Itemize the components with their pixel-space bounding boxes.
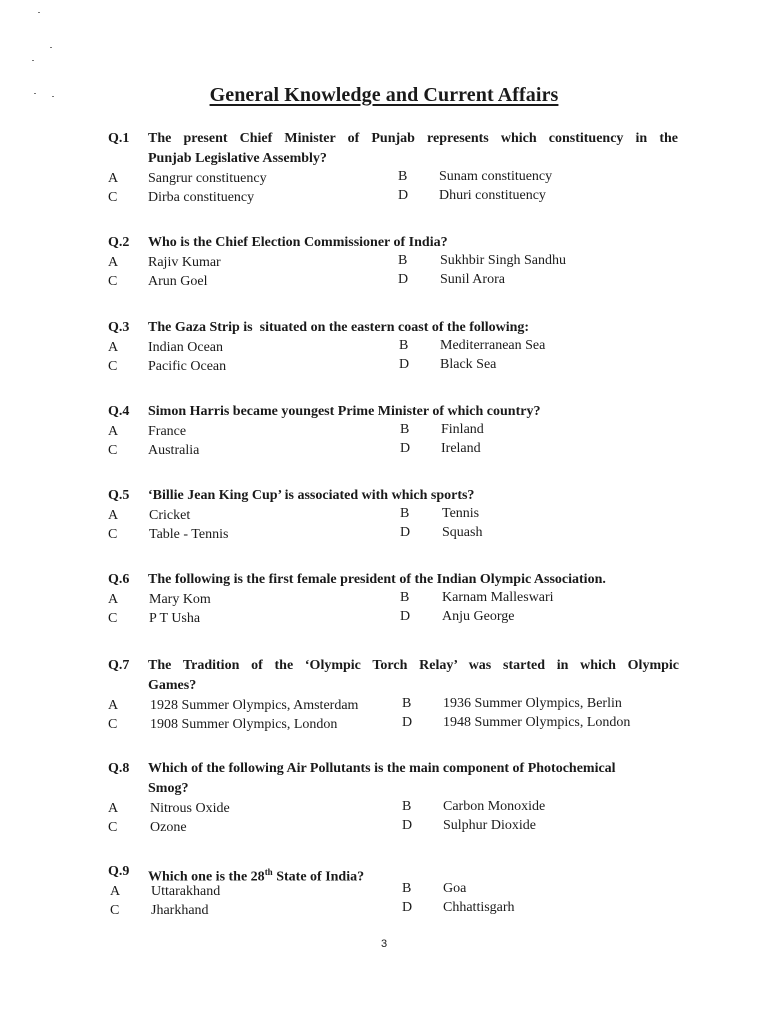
question-number: Q.2 — [108, 235, 130, 250]
option-b: Sunam constituency — [439, 169, 553, 184]
option-d: Sunil Arora — [440, 272, 505, 287]
question-text: Simon Harris became youngest Prime Minister of which country? — [148, 404, 541, 419]
option-d: 1948 Summer Olympics, London — [443, 715, 631, 730]
option-d: Dhuri constituency — [439, 188, 546, 203]
options — [0, 882, 768, 920]
option-c: Jharkhand — [151, 903, 209, 918]
question-text: ‘Billie Jean King Cup’ is associated with which sports? — [148, 488, 475, 503]
option-d: Chhattisgarh — [443, 900, 515, 915]
option-letter: A — [108, 255, 119, 270]
option-b: Carbon Monoxide — [443, 799, 546, 814]
question-number: Q.4 — [108, 404, 130, 419]
options — [0, 696, 768, 734]
question-text: Which of the following Air Pollutants is the main component of Photochemical — [148, 761, 616, 776]
option-a: Nitrous Oxide — [150, 801, 230, 816]
option-letter: D — [400, 441, 411, 456]
option-letter: B — [398, 169, 408, 184]
question-7 — [0, 656, 768, 734]
option-letter: C — [108, 443, 118, 458]
option-letter: D — [402, 818, 413, 833]
option-letter: C — [108, 359, 118, 374]
option-letter: D — [398, 272, 409, 287]
question-text: The Gaza Strip is situated on the eastern coast of the following: — [148, 320, 530, 335]
option-letter: C — [108, 190, 118, 205]
scan-speck — [50, 47, 52, 48]
option-c: Ozone — [150, 820, 187, 835]
option-b: Tennis — [442, 506, 480, 521]
scan-speck — [38, 12, 40, 13]
option-letter: B — [400, 422, 410, 437]
question-3 — [0, 318, 768, 376]
option-b: Finland — [441, 422, 484, 437]
question-number: Q.1 — [108, 131, 130, 146]
question-5 — [0, 486, 768, 544]
option-a: Sangrur constituency — [148, 171, 267, 186]
option-letter: B — [398, 253, 408, 268]
option-letter: B — [399, 338, 409, 353]
question-number: Q.3 — [108, 320, 130, 335]
option-letter: D — [400, 525, 411, 540]
question-9 — [0, 862, 768, 920]
option-d: Ireland — [441, 441, 481, 456]
option-c: Pacific Ocean — [148, 359, 227, 374]
option-c: Australia — [148, 443, 200, 458]
question-text: Who is the Chief Election Commissioner of India? — [148, 235, 448, 250]
option-letter: B — [402, 696, 412, 711]
option-letter: B — [402, 799, 412, 814]
page-number: 3 — [380, 938, 388, 950]
option-a: 1928 Summer Olympics, Amsterdam — [150, 698, 359, 713]
option-a: Rajiv Kumar — [148, 255, 221, 270]
option-letter: A — [108, 171, 119, 186]
option-letter: D — [398, 188, 409, 203]
options — [0, 338, 768, 376]
question-number: Q.6 — [108, 572, 130, 587]
option-c: Table - Tennis — [149, 527, 229, 542]
option-d: Anju George — [442, 609, 515, 624]
question-text: The present Chief Minister of Punjab represents which constituency in the — [148, 131, 678, 146]
option-c: Dirba constituency — [148, 190, 255, 205]
option-letter: A — [108, 698, 119, 713]
question-8 — [0, 759, 768, 837]
option-letter: A — [108, 801, 119, 816]
option-letter: A — [108, 508, 119, 523]
question-number: Q.7 — [108, 658, 130, 673]
question-text-continued: Punjab Legislative Assembly? — [148, 151, 327, 166]
scan-speck — [32, 60, 34, 61]
question-1 — [0, 129, 768, 207]
option-letter: C — [110, 903, 120, 918]
option-letter: B — [400, 590, 410, 605]
option-letter: B — [400, 506, 410, 521]
options — [0, 169, 768, 207]
question-4 — [0, 402, 768, 460]
option-a: Indian Ocean — [148, 340, 224, 355]
option-b: Sukhbir Singh Sandhu — [440, 253, 567, 268]
option-letter: A — [108, 424, 119, 439]
option-a: Cricket — [149, 508, 191, 523]
option-b: Mediterranean Sea — [440, 338, 546, 353]
option-b: Karnam Malleswari — [442, 590, 554, 605]
option-letter: C — [108, 717, 118, 732]
question-text: The following is the first female president of the Indian Olympic Association. — [148, 572, 606, 587]
option-letter: C — [108, 527, 118, 542]
options — [0, 799, 768, 837]
option-d: Squash — [442, 525, 483, 540]
option-b: 1936 Summer Olympics, Berlin — [443, 696, 622, 711]
question-text-continued: Smog? — [148, 781, 189, 796]
ordinal-suffix: th — [264, 867, 273, 877]
option-d: Sulphur Dioxide — [443, 818, 536, 833]
option-d: Black Sea — [440, 357, 497, 372]
question-number: Q.5 — [108, 488, 130, 503]
option-letter: B — [402, 881, 412, 896]
option-letter: A — [108, 340, 119, 355]
option-a: France — [148, 424, 187, 439]
question-number: Q.9 — [108, 864, 130, 879]
options — [0, 422, 768, 460]
question-text: The Tradition of the ‘Olympic Torch Relay’ was started in which Olympic — [148, 658, 679, 673]
options — [0, 506, 768, 544]
page-title: General Knowledge and Current Affairs — [209, 84, 559, 106]
option-letter: D — [399, 357, 410, 372]
option-c: 1908 Summer Olympics, London — [150, 717, 338, 732]
options — [0, 253, 768, 291]
option-a: Mary Kom — [149, 592, 211, 607]
option-letter: D — [400, 609, 411, 624]
option-letter: C — [108, 820, 118, 835]
option-letter: A — [108, 592, 119, 607]
option-letter: C — [108, 611, 118, 626]
option-b: Goa — [443, 881, 467, 896]
question-text-continued: Games? — [148, 678, 197, 693]
option-letter: D — [402, 900, 413, 915]
option-letter: D — [402, 715, 413, 730]
option-a: Uttarakhand — [151, 884, 221, 899]
question-6 — [0, 570, 768, 628]
question-number: Q.8 — [108, 761, 130, 776]
option-c: P T Usha — [149, 611, 201, 626]
options — [0, 590, 768, 628]
question-text: Which one is the 28th State of India? — [148, 867, 365, 885]
option-letter: A — [110, 884, 121, 899]
option-c: Arun Goel — [148, 274, 208, 289]
question-2 — [0, 233, 768, 291]
option-letter: C — [108, 274, 118, 289]
